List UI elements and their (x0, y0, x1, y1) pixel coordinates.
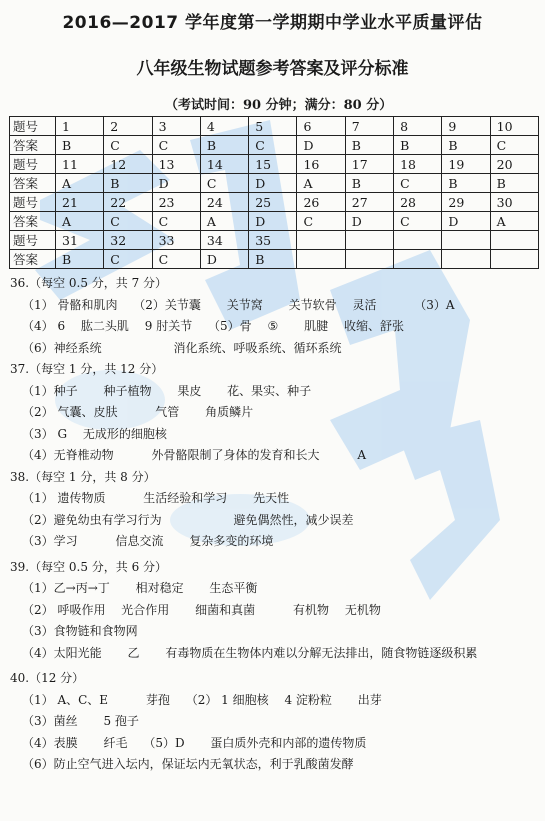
table-cell: C (152, 136, 200, 155)
answer-text: 灵活 (352, 297, 377, 312)
q38-line-2 (10, 510, 540, 532)
table-cell: 10 (490, 117, 538, 136)
q40-heading: 40.（12 分） (10, 671, 85, 685)
table-cell (490, 231, 538, 250)
table-cell: 1 (56, 117, 104, 136)
answer-text: 9 肘关节 (144, 319, 193, 333)
document-title: 2016—2017 学年度第一学期期中学业水平质量评估 (62, 13, 483, 33)
answer-text: 光合作用 (121, 602, 170, 617)
answer-text: （4）表膜 (22, 735, 78, 750)
answer-text: 有机物 (292, 602, 329, 617)
q39-heading: 39.（每空 0.5 分，共 6 分） (10, 559, 168, 574)
q38-line-1 (10, 488, 540, 510)
answer-text: 收缩、舒张 (343, 319, 404, 333)
q36-line-3 (10, 338, 540, 360)
answer-text: 果皮 (177, 383, 202, 398)
table-cell: 25 (249, 193, 297, 212)
table-row (10, 231, 539, 250)
table-cell: C (394, 212, 442, 231)
answer-text: 无机物 (344, 602, 381, 617)
answer-text: 角质鳞片 (205, 405, 254, 419)
q40-line-4 (10, 754, 540, 776)
table-cell: B (249, 250, 297, 269)
answer-text: A (357, 448, 366, 462)
table-cell: C (200, 174, 248, 193)
answer-text: （2） 呼吸作用 (22, 602, 106, 617)
answer-text: （3）A (414, 297, 455, 312)
table-cell: B (104, 174, 152, 193)
answer-text: ⑤ (267, 319, 279, 333)
answer-text: （4）无脊椎动物 (22, 448, 114, 462)
answer-text: （2）避免幼虫有学习行为 (22, 512, 162, 527)
table-cell: 14 (200, 155, 248, 174)
answer-text: （5）D (143, 735, 185, 750)
answer-text: 消化系统、呼吸系统、循环系统 (173, 340, 342, 355)
table-cell (394, 250, 442, 269)
table-row-header: 题号 (10, 155, 56, 174)
table-cell (490, 250, 538, 269)
q36-heading: 36.（每空 0.5 分，共 7 分） (10, 276, 168, 290)
q37-line-3 (10, 424, 540, 446)
table-cell: C (394, 174, 442, 193)
table-cell: 15 (249, 155, 297, 174)
table-cell: B (394, 136, 442, 155)
answer-text: 蛋白质外壳和内部的遗传物质 (210, 735, 367, 750)
q36-line-1 (10, 295, 540, 317)
q39-line-2 (10, 600, 540, 622)
table-cell: B (56, 250, 104, 269)
answer-text: （4）太阳光能 (22, 645, 102, 660)
table-cell: 24 (200, 193, 248, 212)
table-row (10, 250, 539, 269)
answer-text: 芽孢 (145, 692, 170, 707)
table-row-header: 答案 (10, 136, 56, 155)
answer-text: 细菌和真菌 (195, 602, 256, 617)
table-cell: B (490, 174, 538, 193)
table-cell: 4 (200, 117, 248, 136)
q40-line-3 (10, 733, 540, 755)
table-cell: 23 (152, 193, 200, 212)
table-cell: 2 (104, 117, 152, 136)
table-cell: C (104, 136, 152, 155)
table-cell: C (297, 212, 345, 231)
answer-text: （6）防止空气进入坛内，保证坛内无氧状态，利于乳酸菌发酵 (22, 757, 354, 771)
table-cell (442, 250, 490, 269)
answer-text: 关节窝 (226, 297, 263, 312)
answer-text: （1）种子 (22, 383, 78, 398)
table-cell: 18 (394, 155, 442, 174)
answer-text: 出芽 (357, 692, 382, 707)
table-cell: D (249, 174, 297, 193)
table-row-header: 题号 (10, 193, 56, 212)
answer-text: 关节软骨 (288, 297, 337, 312)
answer-text: 气管 (155, 405, 180, 419)
answer-text: （6）神经系统 (22, 340, 102, 355)
answer-text: 肱二头肌 (80, 319, 129, 333)
q38-heading: 38.（每空 1 分，共 8 分） (10, 469, 156, 484)
answer-text: （2） 气囊、皮肤 (22, 405, 118, 419)
table-cell: 32 (104, 231, 152, 250)
q40-line-2 (10, 711, 540, 733)
table-cell: 17 (345, 155, 393, 174)
answer-text: （3） G (22, 426, 68, 441)
table-cell: C (104, 250, 152, 269)
table-cell: 5 (249, 117, 297, 136)
q37-line-4 (10, 445, 540, 467)
table-cell (297, 231, 345, 250)
answer-text: 外骨骼限制了身体的发育和长大 (151, 448, 320, 462)
document-subtitle: 八年级生物试题参考答案及评分标准 (136, 59, 409, 79)
table-cell (442, 231, 490, 250)
table-cell: 34 (200, 231, 248, 250)
q37-line-2 (10, 402, 540, 424)
table-cell: 13 (152, 155, 200, 174)
table-cell: 8 (394, 117, 442, 136)
table-cell: A (490, 212, 538, 231)
table-cell: 27 (345, 193, 393, 212)
answer-text: 肌腱 (304, 319, 329, 333)
table-cell: D (345, 212, 393, 231)
q39-line-1 (10, 578, 540, 600)
table-cell: B (442, 136, 490, 155)
answer-text: （1） 骨骼和肌肉 (22, 297, 118, 312)
answer-text: 纤毛 (103, 735, 128, 750)
table-cell: A (56, 174, 104, 193)
exam-info: （考试时间：90 分钟；满分：80 分） (165, 98, 393, 113)
table-cell: 28 (394, 193, 442, 212)
table-cell (394, 231, 442, 250)
table-cell: 33 (152, 231, 200, 250)
answer-text: 生活经验和学习 (143, 491, 228, 505)
q40-line-1 (10, 690, 540, 712)
table-cell: 9 (442, 117, 490, 136)
answer-text: 5 孢子 (103, 714, 139, 728)
table-cell: B (56, 136, 104, 155)
answer-text: 无成形的细胞核 (82, 426, 167, 441)
answer-text: （3）菌丝 (22, 714, 78, 728)
answer-text: 乙 (127, 645, 140, 660)
table-cell: 20 (490, 155, 538, 174)
answer-text: 花、果实、种子 (227, 383, 312, 398)
table-cell: C (152, 250, 200, 269)
answer-text: 先天性 (253, 491, 290, 505)
table-cell: D (442, 212, 490, 231)
table-row-header: 答案 (10, 212, 56, 231)
answer-text: （3）食物链和食物网 (22, 624, 138, 638)
answer-text: （2）关节囊 (133, 297, 201, 312)
table-cell: 26 (297, 193, 345, 212)
table-cell: 16 (297, 155, 345, 174)
table-row (10, 193, 539, 212)
answer-text: （3）学习 (22, 534, 78, 548)
table-cell: B (442, 174, 490, 193)
answer-text: 信息交流 (115, 534, 164, 548)
table-cell: C (490, 136, 538, 155)
answer-text: 4 淀粉粒 (284, 692, 332, 707)
table-cell: A (200, 212, 248, 231)
q39-line-3 (10, 621, 540, 643)
table-cell: 30 (490, 193, 538, 212)
answer-content (10, 273, 540, 776)
q37-heading: 37.（每空 1 分，共 12 分） (10, 362, 164, 376)
answer-text: （1） 遗传物质 (22, 491, 106, 505)
table-cell: D (297, 136, 345, 155)
table-row (10, 117, 539, 136)
table-cell: A (297, 174, 345, 193)
table-cell: 6 (297, 117, 345, 136)
table-cell: 29 (442, 193, 490, 212)
table-cell (345, 250, 393, 269)
table-cell: C (249, 136, 297, 155)
table-row (10, 136, 539, 155)
table-cell: C (104, 212, 152, 231)
answer-text: 有毒物质在生物体内难以分解无法排出，随食物链逐级积累 (165, 645, 478, 660)
q38-line-3 (10, 531, 540, 553)
table-row (10, 155, 539, 174)
table-row (10, 212, 539, 231)
table-cell: 11 (56, 155, 104, 174)
table-cell: D (249, 212, 297, 231)
table-cell (345, 231, 393, 250)
q36-line-2 (10, 316, 540, 338)
answer-text: 种子植物 (103, 383, 152, 398)
table-cell: 31 (56, 231, 104, 250)
table-cell: B (200, 136, 248, 155)
table-cell: A (56, 212, 104, 231)
table-cell: B (345, 174, 393, 193)
table-cell: B (345, 136, 393, 155)
table-cell: 19 (442, 155, 490, 174)
table-row-header: 答案 (10, 250, 56, 269)
table-row-header: 题号 (10, 117, 56, 136)
answer-text: 避免偶然性，减少误差 (233, 512, 354, 527)
answer-text: （4） 6 (22, 319, 66, 333)
table-cell: 12 (104, 155, 152, 174)
answer-text: （2） 1 细胞核 (185, 692, 269, 707)
table-row (10, 174, 539, 193)
answer-text: 相对稳定 (135, 581, 184, 595)
table-cell: D (152, 174, 200, 193)
table-row-header: 题号 (10, 231, 56, 250)
answer-text: 复杂多变的环境 (189, 534, 274, 548)
table-cell: 21 (56, 193, 104, 212)
table-cell (297, 250, 345, 269)
table-row-header: 答案 (10, 174, 56, 193)
answer-text: （1）乙→丙→丁 (22, 581, 110, 595)
table-cell: C (152, 212, 200, 231)
answer-text: （5）骨 (208, 319, 252, 333)
q39-line-4 (10, 643, 540, 665)
table-cell: 7 (345, 117, 393, 136)
table-cell: 3 (152, 117, 200, 136)
table-cell: D (200, 250, 248, 269)
answer-text: （1） A、C、E (22, 692, 109, 707)
table-cell: 35 (249, 231, 297, 250)
answer-table (9, 116, 539, 269)
q37-line-1 (10, 381, 540, 403)
answer-text: 生态平衡 (209, 581, 258, 595)
table-cell: 22 (104, 193, 152, 212)
